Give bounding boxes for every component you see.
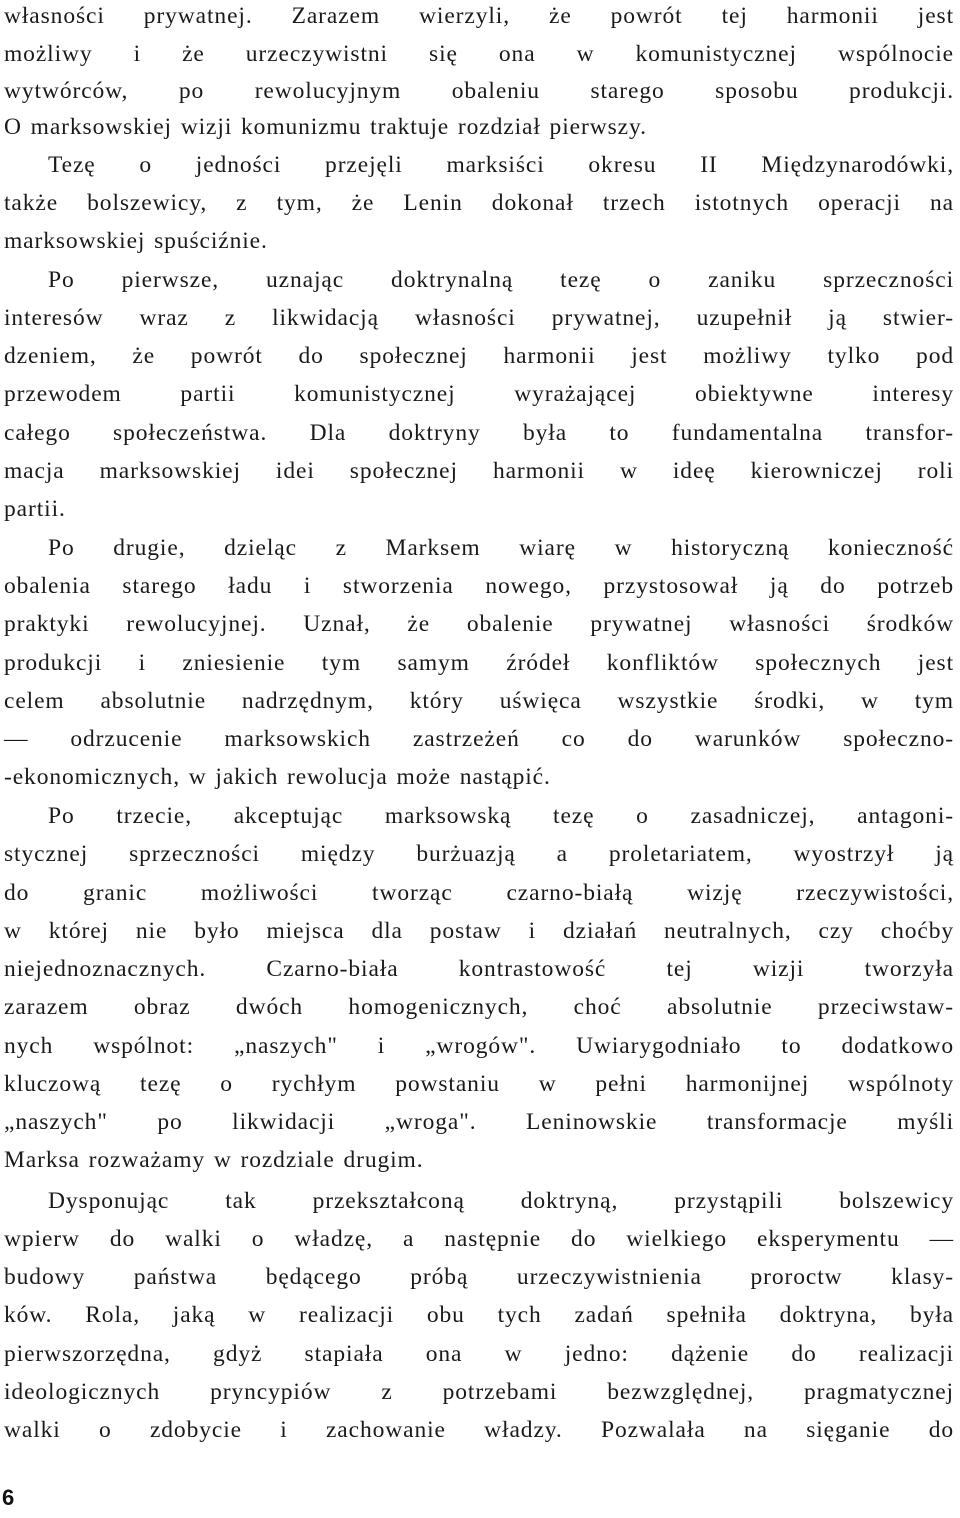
text-line: stycznej sprzeczności między burżuazją a proletariatem, wyostrzył ją: [4, 841, 954, 867]
text-line: ideologicznych pryncypiów z potrzebami bezwzględnej, pragmatycznej: [4, 1379, 954, 1405]
text-line: walki o zdobycie i zachowanie władzy. Pozwalała na sięganie do: [4, 1417, 954, 1443]
text-line: możliwy i że urzeczywistni się ona w komunistycznej wspólnocie: [4, 41, 954, 67]
paragraph-first-line: Po drugie, dzieląc z Marksem wiarę w historyczną konieczność: [48, 535, 954, 561]
text-line: interesów wraz z likwidacją własności prywatnej, uzupełnił ją stwier-: [4, 305, 954, 331]
text-line: „naszych" po likwidacji „wroga". Leninowskie transformacje myśli: [4, 1109, 954, 1135]
text-line: nych wspólnot: „naszych" i „wrogów". Uwiarygodniało to dodatkowo: [4, 1033, 954, 1059]
paragraph-first-line: Po trzecie, akceptując marksowską tezę o zasadniczej, antagoni-: [48, 803, 954, 829]
text-line: do granic możliwości tworząc czarno-białą wizję rzeczywistości,: [4, 880, 954, 906]
text-line: O marksowskiej wizji komunizmu traktuje rozdział pierwszy.: [4, 114, 647, 140]
text-line: obalenia starego ładu i stworzenia nowego, przystosował ją do potrzeb: [4, 573, 954, 599]
text-line: własności prywatnej. Zarazem wierzyli, że powrót tej harmonii jest: [4, 3, 954, 29]
text-line: także bolszewicy, z tym, że Lenin dokonał trzech istotnych operacji na: [4, 190, 954, 216]
text-line: partii.: [4, 496, 66, 522]
paragraph-first-line: Tezę o jedności przejęli marksiści okresu II Międzynarodówki,: [48, 152, 954, 178]
text-line: pierwszorzędna, gdyż stapiała ona w jedno: dążenie do realizacji: [4, 1341, 954, 1367]
page-number: 6: [2, 1485, 15, 1510]
text-line: kluczową tezę o rychłym powstaniu w pełni harmonijnej wspólnoty: [4, 1071, 954, 1097]
text-line: wytwórców, po rewolucyjnym obaleniu starego sposobu produkcji.: [4, 78, 954, 104]
text-line: — odrzucenie marksowskich zastrzeżeń co do warunków społeczno-: [4, 726, 954, 752]
paragraph-first-line: Dysponując tak przekształconą doktryną, przystąpili bolszewicy: [48, 1188, 954, 1214]
text-line: praktyki rewolucyjnej. Uznał, że obalenie prywatnej własności środków: [4, 611, 954, 637]
text-line: dzeniem, że powrót do społecznej harmonii jest możliwy tylko pod: [4, 343, 954, 369]
text-line: macja marksowskiej idei społecznej harmonii w ideę kierowniczej roli: [4, 458, 954, 484]
text-line: wpierw do walki o władzę, a następnie do wielkiego eksperymentu —: [4, 1226, 954, 1252]
text-line: budowy państwa będącego próbą urzeczywistnienia proroctw klasy-: [4, 1264, 954, 1290]
text-line: produkcji i zniesienie tym samym źródeł konfliktów społecznych jest: [4, 650, 954, 676]
text-line: celem absolutnie nadrzędnym, który uświęca wszystkie środki, w tym: [4, 688, 954, 714]
text-line: zarazem obraz dwóch homogenicznych, choć absolutnie przeciwstaw-: [4, 994, 954, 1020]
text-line: całego społeczeństwa. Dla doktryny była to fundamentalna transfor-: [4, 420, 954, 446]
text-line: ków. Rola, jaką w realizacji obu tych zadań spełniła doktryna, była: [4, 1302, 954, 1328]
text-line: przewodem partii komunistycznej wyrażającej obiektywne interesy: [4, 381, 954, 407]
paragraph-first-line: Po pierwsze, uznając doktrynalną tezę o zaniku sprzeczności: [48, 267, 954, 293]
text-line: -ekonomicznych, w jakich rewolucja może nastąpić.: [4, 764, 551, 790]
text-line: marksowskiej spuściźnie.: [4, 228, 268, 254]
text-line: Marksa rozważamy w rozdziale drugim.: [4, 1147, 424, 1173]
text-line: w której nie było miejsca dla postaw i działań neutralnych, czy choćby: [4, 918, 954, 944]
text-line: niejednoznacznych. Czarno-biała kontrastowość tej wizji tworzyła: [4, 956, 954, 982]
